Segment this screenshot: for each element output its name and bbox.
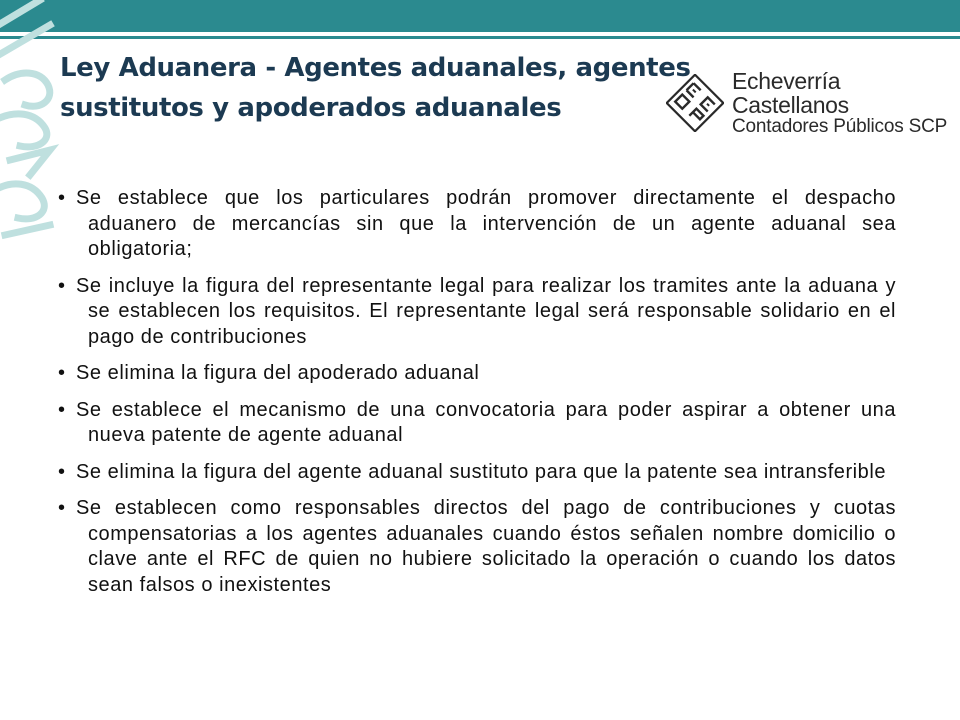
logo-name-line: Echeverría Castellanos bbox=[732, 67, 849, 119]
bullet-icon: • bbox=[58, 497, 66, 519]
list-item bbox=[58, 274, 896, 351]
watermark-pattern-icon bbox=[0, 0, 60, 260]
bullet-icon: • bbox=[58, 274, 66, 297]
top-color-band bbox=[0, 0, 960, 32]
bullet-icon: • bbox=[58, 460, 66, 483]
list-item-text: Se establece el mecanismo de una convocatoria para poder aspirar a obtener una nueva patente de agente aduanal bbox=[76, 398, 896, 446]
bullet-icon: • bbox=[58, 362, 66, 384]
list-item bbox=[58, 460, 896, 486]
list-item-text: Se incluye la figura del representante legal para realizar los tramites ante la aduana y se establecen los requisitos. El representante legal será responsable solidario en el pago de contribuciones bbox=[76, 274, 896, 348]
bullet-icon: • bbox=[58, 398, 66, 421]
top-divider-line bbox=[0, 36, 960, 39]
list-item-text: Se establecen como responsables directos del pago de contribuciones y cuotas compensatorias a los agentes aduanales cuando éstos señalen nombre domicilio o clave ante el RFC de quien no hubiere solicitado la operación o cuando los datos sean falsos o inexistentes bbox=[76, 497, 896, 596]
bullet-list bbox=[58, 186, 896, 609]
logo-subtitle-line: Contadores Públicos SCP bbox=[732, 116, 948, 138]
list-item-text: Se elimina la figura del agente aduanal sustituto para que la patente sea intransferible bbox=[76, 460, 887, 483]
list-item-text: Se elimina la figura del apoderado aduanal bbox=[76, 362, 480, 384]
list-item-text: Se establece que los particulares podrán promover directamente el despacho aduanero de mercancías sin que la intervención de un agente aduanal sea obligatoria; bbox=[76, 187, 896, 260]
list-item bbox=[58, 496, 896, 598]
eccp-square-monogram-icon bbox=[666, 74, 724, 132]
bullet-icon: • bbox=[58, 187, 66, 209]
company-logo bbox=[666, 68, 956, 138]
list-item bbox=[58, 186, 896, 263]
list-item bbox=[58, 398, 896, 449]
slide-title: Ley Aduanera - Agentes aduanales, agentes sustitutos y apoderados aduanales bbox=[60, 53, 691, 123]
list-item bbox=[58, 361, 896, 387]
